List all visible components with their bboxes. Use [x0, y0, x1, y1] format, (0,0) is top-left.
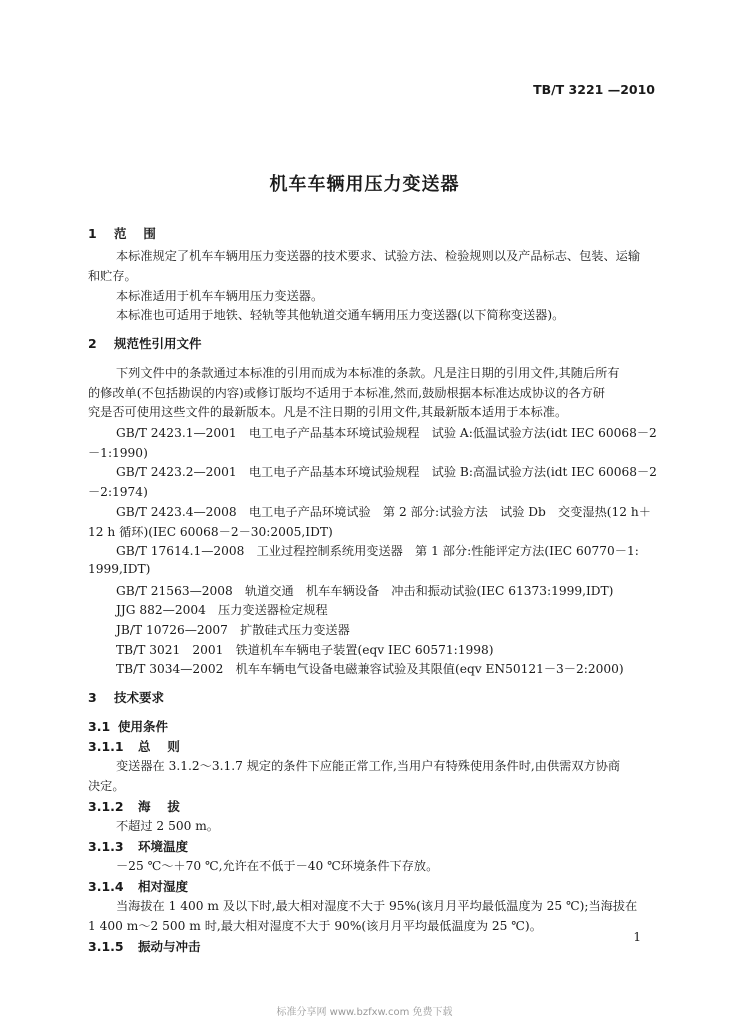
subsection-3-1-2-heading [88, 797, 180, 815]
document-title: 机车车辆用压力变送器 [269, 174, 460, 195]
subsection-title: 环境温度 [138, 839, 189, 854]
footer-watermark: 标准分享网 www.bzfxw.com 免费下载 [276, 1007, 453, 1018]
subsection-title: 总 则 [138, 739, 180, 754]
subsection-3-1-4-heading [88, 877, 188, 895]
paragraph: 本标准适用于机车车辆用压力变送器。 [116, 289, 324, 303]
section-title: 规范性引用文件 [114, 336, 202, 351]
reference-entry-cont: －1:1990) [88, 446, 148, 460]
subsection-number: 3.1.4 [88, 879, 124, 894]
paragraph: 决定。 [88, 779, 125, 793]
section-3-heading [88, 688, 164, 706]
paragraph: －25 ℃～＋70 ℃,允许在不低于－40 ℃环境条件下存放。 [116, 859, 439, 873]
paragraph: 究是否可使用这些文件的最新版本。凡是不注日期的引用文件,其最新版本适用于本标准。 [88, 405, 568, 419]
paragraph: 本标准也可适用于地铁、轻轨等其他轨道交通车辆用压力变送器(以下简称变送器)。 [116, 308, 565, 322]
subsection-title: 使用条件 [118, 719, 169, 734]
paragraph: 变送器在 3.1.2～3.1.7 规定的条件下应能正常工作,当用户有特殊使用条件时,由供需双方协商 [116, 759, 621, 773]
section-title: 技术要求 [114, 690, 165, 705]
paragraph: 不超过 2 500 m。 [116, 819, 219, 833]
section-number: 2 [88, 336, 97, 351]
paragraph: 下列文件中的条款通过本标准的引用而成为本标准的条款。凡是注日期的引用文件,其随后所有 [116, 366, 620, 380]
subsection-title: 振动与冲击 [138, 939, 201, 954]
paragraph: 的修改单(不包括勘误的内容)或修订版均不适用于本标准,然而,鼓励根据本标准达成协议的各方研 [88, 386, 605, 400]
paragraph: 和贮存。 [88, 269, 137, 283]
reference-entry-cont: 1999,IDT) [88, 562, 151, 576]
section-title: 范 围 [114, 226, 156, 241]
subsection-number: 3.1.3 [88, 839, 124, 854]
section-2-heading [88, 334, 202, 352]
reference-entry: GB/T 17614.1—2008 工业过程控制系统用变送器 第 1 部分:性能评定方法(IEC 60770－1: [116, 544, 639, 558]
subsection-3-1-1-heading [88, 737, 180, 755]
subsection-number: 3.1 [88, 719, 111, 734]
subsection-3-1-3-heading [88, 837, 188, 855]
subsection-number: 3.1.5 [88, 939, 124, 954]
reference-entry: TB/T 3034—2002 机车车辆电气设备电磁兼容试验及其限值(eqv EN50121－3－2:2000) [116, 662, 624, 676]
reference-entry: TB/T 3021 2001 铁道机车车辆电子装置(eqv IEC 60571:1998) [116, 643, 494, 657]
section-number: 1 [88, 226, 97, 241]
subsection-3-1-5-heading [88, 937, 201, 955]
reference-entry: GB/T 2423.1—2001 电工电子产品基本环境试验规程 试验 A:低温试验方法(idt IEC 60068－2 [116, 426, 657, 440]
section-number: 3 [88, 690, 97, 705]
paragraph: 1 400 m～2 500 m 时,最大相对湿度不大于 90%(该月月平均最低温度为 25 ℃)。 [88, 919, 542, 933]
paragraph: 当海拔在 1 400 m 及以下时,最大相对湿度不大于 95%(该月月平均最低温度为 25 ℃);当海拔在 [116, 899, 638, 913]
section-1-heading [88, 224, 156, 242]
reference-entry: GB/T 2423.2—2001 电工电子产品基本环境试验规程 试验 B:高温试验方法(idt IEC 60068－2 [116, 465, 657, 479]
reference-entry-cont: －2:1974) [88, 485, 148, 499]
standard-code-header: TB/T 3221 —2010 [533, 82, 655, 97]
reference-entry: JB/T 10726—2007 扩散硅式压力变送器 [116, 623, 350, 637]
reference-entry: JJG 882—2004 压力变送器检定规程 [116, 603, 328, 617]
reference-entry: GB/T 2423.4—2008 电工电子产品环境试验 第 2 部分:试验方法 试验 Db 交变湿热(12 h＋ [116, 505, 651, 519]
page-number: 1 [633, 930, 641, 944]
paragraph: 本标准规定了机车车辆用压力变送器的技术要求、试验方法、检验规则以及产品标志、包装、运输 [116, 249, 641, 263]
subsection-3-1-heading [88, 717, 168, 735]
subsection-number: 3.1.1 [88, 739, 124, 754]
subsection-number: 3.1.2 [88, 799, 124, 814]
reference-entry: GB/T 21563—2008 轨道交通 机车车辆设备 冲击和振动试验(IEC 61373:1999,IDT) [116, 584, 614, 598]
subsection-title: 相对湿度 [138, 879, 189, 894]
subsection-title: 海 拔 [138, 799, 180, 814]
reference-entry-cont: 12 h 循环)(IEC 60068－2－30:2005,IDT) [88, 525, 333, 539]
